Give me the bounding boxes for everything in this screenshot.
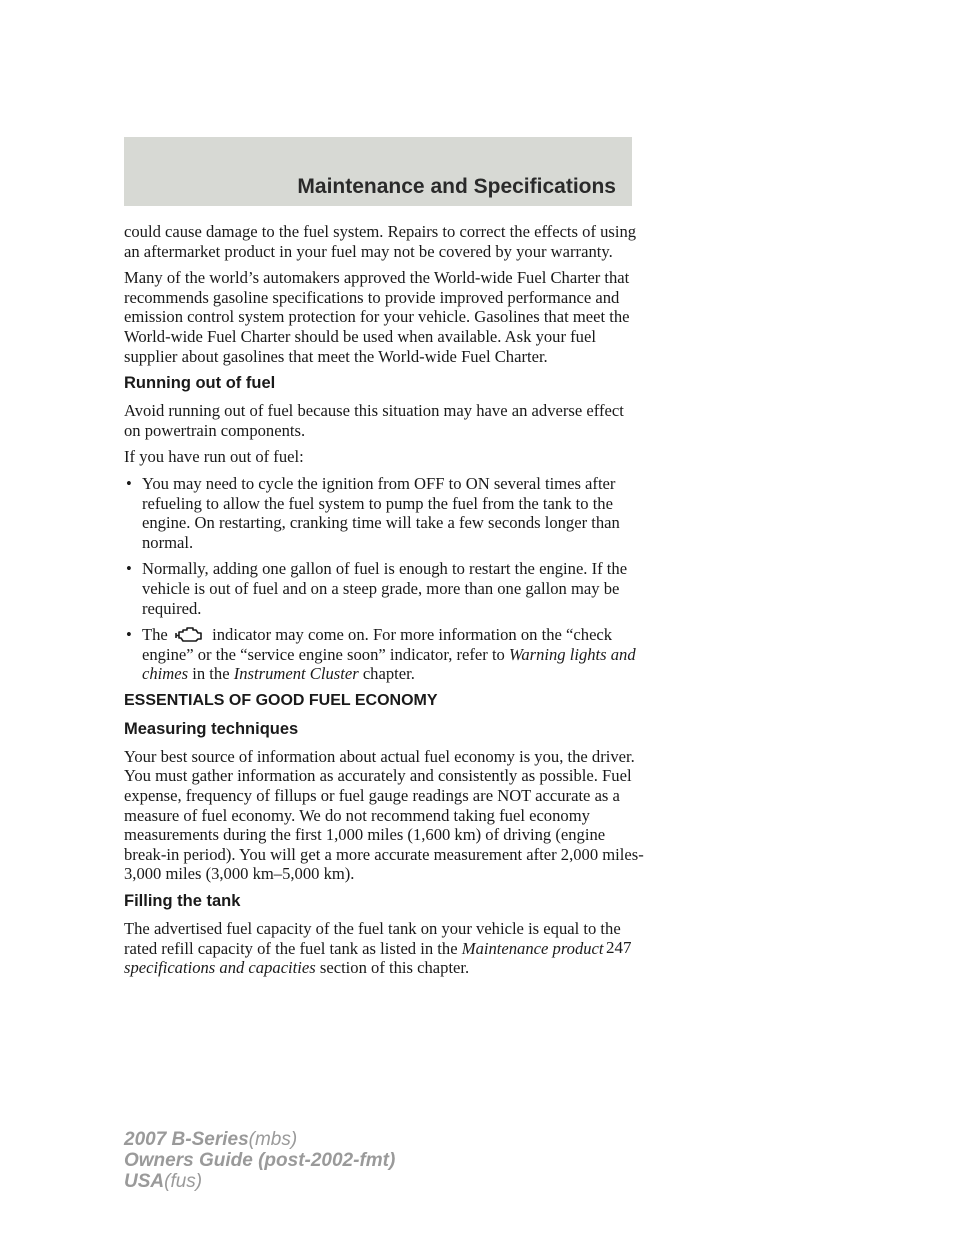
bullet-dot: • — [126, 473, 132, 493]
bullet-dot: • — [126, 559, 132, 579]
bullet-dot: • — [126, 625, 132, 645]
paragraph: Many of the world’s automakers approved the World-wide Fuel Charter that recommends gasoline specifications to provide improved performance and emission control system protection for your vehicle. Gasolines that meet the World-wide Fuel Charter should be used when available. Ask your fuel supplier about gasolines that meet the World-wide Fuel Charter. — [124, 268, 630, 366]
footer-code: (fus) — [164, 1171, 203, 1192]
section-heading-measuring: Measuring techniques — [124, 719, 299, 738]
cross-reference: Maintenance product specifications and capacities — [124, 938, 604, 978]
text-run: The — [142, 625, 168, 645]
footer-code: (mbs) — [248, 1129, 298, 1150]
page-number: 247 — [606, 938, 632, 957]
text-run: chapter. — [362, 664, 415, 684]
page-title: Maintenance and Specifications — [297, 175, 616, 198]
list-item — [124, 625, 644, 684]
text-run: The advertised fuel capacity of the fuel tank on your vehicle is equal to the rated refill capacity of the fuel tank as listed in the — [124, 919, 621, 958]
list-item-text: You may need to cycle the ignition from OFF to ON several times after refueling to allow the fuel system to pump the fuel from the tank to the engine. On restarting, cranking time will take a few seconds longer than normal. — [142, 473, 620, 552]
cross-reference: Instrument Cluster — [233, 664, 359, 684]
footer-line — [124, 1129, 395, 1150]
paragraph: If you have run out of fuel: — [124, 447, 304, 467]
paragraph — [124, 919, 644, 978]
section-heading-filling: Filling the tank — [124, 892, 241, 911]
section-heading-running-out: Running out of fuel — [124, 374, 276, 393]
header-band — [124, 137, 632, 206]
text-run: in the — [192, 664, 230, 684]
footer — [124, 1129, 395, 1192]
footer-line: Owners Guide (post-2002-fmt) — [124, 1150, 396, 1171]
text-run: section of this chapter. — [319, 958, 470, 978]
check-engine-icon — [174, 625, 204, 643]
list-item — [124, 559, 644, 618]
list-item-text — [142, 625, 636, 683]
list-item-text: Normally, adding one gallon of fuel is enough to restart the engine. If the vehicle is out of fuel and on a steep grade, more than one gallon may be required. — [142, 559, 628, 618]
text-run: indicator may come on. For more information on the “check engine” or the “service engine soon” indicator, refer to — [142, 625, 613, 664]
cross-reference: Warning lights and chimes — [142, 644, 636, 684]
footer-line — [124, 1171, 395, 1192]
paragraph: Avoid running out of fuel because this situation may have an adverse effect on powertrain components. — [124, 401, 624, 440]
section-heading-essentials: ESSENTIALS OF GOOD FUEL ECONOMY — [124, 691, 438, 709]
footer-model: 2007 B-Series — [124, 1129, 249, 1150]
list-item — [124, 474, 644, 552]
page-content — [124, 222, 644, 985]
paragraph: could cause damage to the fuel system. Repairs to correct the effects of using an aftermarket product in your fuel may not be covered by your warranty. — [124, 222, 637, 261]
paragraph: Your best source of information about actual fuel economy is you, the driver. You must gather information as accurately and consistently as possible. Fuel expense, frequency of fillups or fuel gauge readings are NOT accurate as a measure of fuel economy. We do not recommend taking fuel economy measurements during the first 1,000 miles (1,600 km) of driving (engine break-in period). You will get a more accurate measurement after 2,000 miles-3,000 miles (3,000 km–5,000 km). — [124, 746, 644, 884]
footer-market: USA — [124, 1171, 165, 1192]
